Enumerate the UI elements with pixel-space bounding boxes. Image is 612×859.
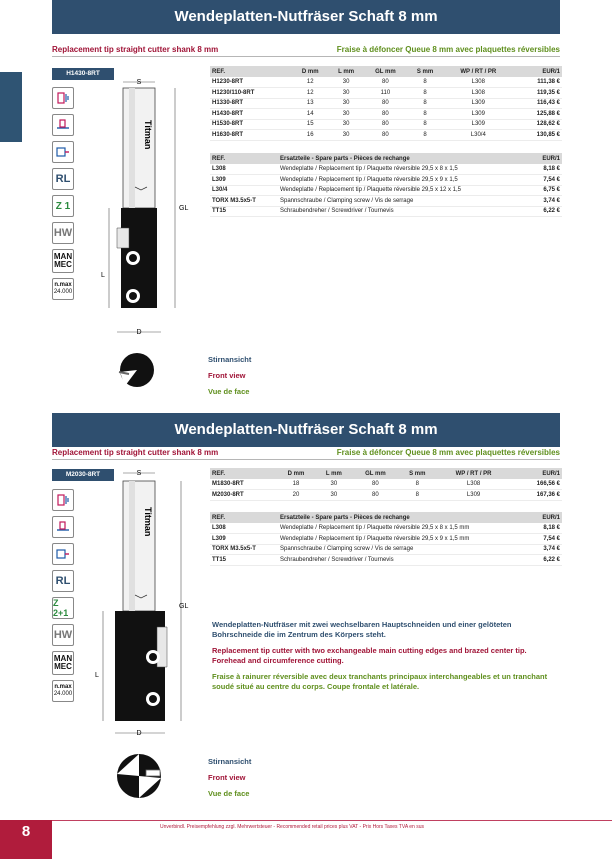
table-cell: 8 <box>398 479 436 490</box>
table-row <box>210 523 562 534</box>
table-cell: 80 <box>352 490 398 501</box>
table-cell: 116,43 € <box>514 98 562 109</box>
col-parts: Ersatzteile - Spare parts - Pièces de rechange <box>278 512 533 523</box>
front-view-fr: Vue de face <box>208 789 250 798</box>
section2-subtitle <box>52 446 560 460</box>
dim-gl: GL <box>179 603 189 610</box>
table-cell: H1430-8RT <box>210 109 292 120</box>
table-cell: 128,62 € <box>514 119 562 130</box>
table-cell: 15 <box>292 119 329 130</box>
man-label: MAN <box>53 251 73 261</box>
brand-logo-1: Titman <box>143 120 153 150</box>
table-cell: 30 <box>329 130 364 141</box>
nmax-label: n.max <box>54 282 72 288</box>
dim-l: L <box>101 272 105 279</box>
nmax-label: n.max <box>54 684 72 690</box>
section1-parts-table <box>210 153 562 217</box>
col-gl: GL mm <box>352 468 398 479</box>
table-cell: TT15 <box>210 555 278 566</box>
table-cell: 6,75 € <box>532 185 562 196</box>
table-row <box>210 196 562 207</box>
table-cell: 16 <box>292 130 329 141</box>
table-cell: 12 <box>292 77 329 88</box>
table-cell: H1530-8RT <box>210 119 292 130</box>
table-row <box>210 534 562 545</box>
front-view-de: Stirnansicht <box>208 757 252 766</box>
front-view-de: Stirnansicht <box>208 355 252 364</box>
plunge-cut-icon <box>52 114 74 136</box>
chapter-edge-tab <box>0 72 22 142</box>
footer-divider <box>0 820 612 821</box>
table-cell: 8,18 € <box>532 164 562 175</box>
clamp-icon <box>52 489 74 511</box>
section2-cutter-drawing <box>95 467 195 742</box>
table-cell: 18 <box>277 479 316 490</box>
table-header-row <box>210 468 562 479</box>
table-row <box>210 98 562 109</box>
side-cut-icon <box>52 543 74 565</box>
table-cell: H1630-8RT <box>210 130 292 141</box>
col-d: D mm <box>277 468 316 479</box>
front-view-fr: Vue de face <box>208 387 250 396</box>
table-cell: TORX M3.5x5-T <box>210 196 278 207</box>
man-label: MAN <box>53 653 73 663</box>
table-cell: 30 <box>329 77 364 88</box>
table-cell: 80 <box>352 479 398 490</box>
table-cell: H1230/110-8RT <box>210 88 292 99</box>
section1-icon-column <box>52 87 74 305</box>
table-cell: Wendeplatte / Replacement tip / Plaquette réversible 29,5 x 9 x 1,5 <box>278 175 532 186</box>
table-cell: Wendeplatte / Replacement tip / Plaquette réversible 29,5 x 8 x 1,5 mm <box>278 523 533 534</box>
side-cut-icon <box>52 141 74 163</box>
table-cell: 110 <box>364 88 407 99</box>
material-badge: HW <box>52 624 74 646</box>
table-cell: 3,74 € <box>533 544 562 555</box>
table-cell: 8,18 € <box>533 523 562 534</box>
col-s: S mm <box>398 468 436 479</box>
max-speed-badge <box>52 680 74 702</box>
table-cell: 80 <box>364 98 407 109</box>
table-cell: 8 <box>407 88 443 99</box>
table-cell: Wendeplatte / Replacement tip / Plaquette réversible 29,5 x 8 x 1,5 <box>278 164 532 175</box>
footer-note: Unverbindl. Preisempfehlung zzgl. Mehrwertsteuer - Recommended retail prices plus VAT - Prix Hors Taxes TVA en sus <box>160 824 424 830</box>
teeth-badge: Z 2+1 <box>52 597 74 619</box>
table-cell: L30/4 <box>210 185 278 196</box>
table-cell: 125,88 € <box>514 109 562 120</box>
table-cell: Wendeplatte / Replacement tip / Plaquette réversible 29,5 x 9 x 1,5 mm <box>278 534 533 545</box>
table-row <box>210 490 562 501</box>
front-view-en: Front view <box>208 773 246 782</box>
table-cell: M1830-8RT <box>210 479 277 490</box>
table-cell: L309 <box>436 490 511 501</box>
table-cell: Wendeplatte / Replacement tip / Plaquette réversible 29,5 x 12 x 1,5 <box>278 185 532 196</box>
table-cell: L308 <box>436 479 511 490</box>
table-row <box>210 130 562 141</box>
man-mec-badge <box>52 651 74 675</box>
description-de: Wendeplatten-Nutfräser mit zwei wechselbaren Hauptschneiden und einer gelöteten Bohrschneide die im Zentrum des Körpers steht. <box>212 620 512 639</box>
table-row <box>210 119 562 130</box>
table-header-row <box>210 153 562 164</box>
material-badge: HW <box>52 222 74 244</box>
table-cell: 80 <box>364 109 407 120</box>
table-cell: L308 <box>210 523 278 534</box>
table-cell: L309 <box>443 98 514 109</box>
col-wp: WP / RT / PR <box>443 66 514 77</box>
table-cell: Schraubendreher / Screwdriver / Tournevis <box>278 555 533 566</box>
table-cell: 30 <box>315 479 352 490</box>
nmax-value: 24.000 <box>53 691 73 697</box>
table-cell: TT15 <box>210 206 278 217</box>
dim-d: D <box>136 329 142 336</box>
table-row <box>210 77 562 88</box>
col-ref: REF. <box>210 468 277 479</box>
table-cell: 30 <box>329 98 364 109</box>
section1-subtitle <box>52 43 560 57</box>
section1-product-table <box>210 66 562 141</box>
col-s: S mm <box>407 66 443 77</box>
col-d: D mm <box>292 66 329 77</box>
col-wp: WP / RT / PR <box>436 468 511 479</box>
table-cell: L309 <box>210 175 278 186</box>
dim-gl: GL <box>179 205 189 212</box>
dim-s: S <box>136 79 142 86</box>
description-fr: Fraise à rainurer réversible avec deux tranchants principaux interchangeables et un tranchant soudé situé au centre du corps. Coupe frontale et latérale. <box>212 672 548 691</box>
table-cell: L308 <box>210 164 278 175</box>
table-cell: 6,22 € <box>532 206 562 217</box>
table-cell: 111,38 € <box>514 77 562 88</box>
section2-subtitle-fr: Fraise à défoncer Queue 8 mm avec plaquettes réversibles <box>336 448 560 457</box>
table-cell: 7,54 € <box>532 175 562 186</box>
dim-l: L <box>95 672 99 679</box>
table-row <box>210 544 562 555</box>
table-cell: 6,22 € <box>533 555 562 566</box>
table-cell: 8 <box>407 119 443 130</box>
table-cell: 80 <box>364 130 407 141</box>
table-cell: 20 <box>277 490 316 501</box>
col-price: EUR/1 <box>511 468 562 479</box>
table-cell: 30 <box>329 109 364 120</box>
table-cell: L309 <box>443 119 514 130</box>
table-row <box>210 175 562 186</box>
table-row <box>210 88 562 99</box>
table-cell: 119,35 € <box>514 88 562 99</box>
section1-title: Wendeplatten-Nutfräser Schaft 8 mm <box>52 0 560 34</box>
section2-model-tag: M2030-8RT <box>52 469 114 481</box>
table-cell: 80 <box>364 119 407 130</box>
col-l: L mm <box>315 468 352 479</box>
section2-product-table <box>210 468 562 501</box>
section2-front-view-drawing <box>113 752 165 800</box>
section2-icon-column <box>52 489 74 707</box>
section1-subtitle-en: Replacement tip straight cutter shank 8 mm <box>52 45 219 54</box>
table-cell: 30 <box>329 88 364 99</box>
col-ref: REF. <box>210 512 278 523</box>
front-view-en: Front view <box>208 371 246 380</box>
table-cell: L309 <box>210 534 278 545</box>
table-cell: Spannschraube / Clamping screw / Vis de serrage <box>278 544 533 555</box>
mec-label: MEC <box>54 260 72 269</box>
section1-cutter-drawing <box>95 70 195 340</box>
table-cell: 8 <box>398 490 436 501</box>
table-cell: 167,36 € <box>511 490 562 501</box>
section2-title: Wendeplatten-Nutfräser Schaft 8 mm <box>52 413 560 447</box>
table-cell: 8 <box>407 98 443 109</box>
description-en: Replacement tip cutter with two exchangeable main cutting edges and brazed center tip. Forehead and circumference cutting. <box>212 646 527 665</box>
col-ref: REF. <box>210 66 292 77</box>
dim-d: D <box>136 730 142 737</box>
rotation-badge: RL <box>52 570 74 592</box>
table-cell: 7,54 € <box>533 534 562 545</box>
section2-subtitle-en: Replacement tip straight cutter shank 8 mm <box>52 448 219 457</box>
rotation-badge: RL <box>52 168 74 190</box>
table-cell: L308 <box>443 77 514 88</box>
section2-description <box>212 620 562 698</box>
table-cell: Spannschraube / Clamping screw / Vis de serrage <box>278 196 532 207</box>
table-row <box>210 109 562 120</box>
page-number: 8 <box>0 820 52 859</box>
col-l: L mm <box>329 66 364 77</box>
table-cell: 8 <box>407 130 443 141</box>
table-row <box>210 555 562 566</box>
plunge-cut-icon <box>52 516 74 538</box>
col-price: EUR/1 <box>533 512 562 523</box>
table-cell: 30 <box>329 119 364 130</box>
table-cell: 14 <box>292 109 329 120</box>
table-row <box>210 206 562 217</box>
table-cell: 3,74 € <box>532 196 562 207</box>
table-cell: 13 <box>292 98 329 109</box>
table-cell: H1330-8RT <box>210 98 292 109</box>
nmax-value: 24.000 <box>53 289 73 295</box>
section2-front-view-labels <box>208 754 251 802</box>
table-row <box>210 185 562 196</box>
table-cell: L308 <box>443 88 514 99</box>
table-cell: H1230-8RT <box>210 77 292 88</box>
section1-front-view-drawing <box>115 350 160 390</box>
table-cell: TORX M3.5x5-T <box>210 544 278 555</box>
clamp-icon <box>52 87 74 109</box>
section2-parts-table <box>210 512 562 566</box>
section1-front-view-labels <box>208 352 251 400</box>
table-row <box>210 479 562 490</box>
table-header-row <box>210 66 562 77</box>
section1-subtitle-fr: Fraise à défoncer Queue 8 mm avec plaquettes réversibles <box>336 45 560 54</box>
man-mec-badge <box>52 249 74 273</box>
mec-label: MEC <box>54 662 72 671</box>
table-cell: 166,56 € <box>511 479 562 490</box>
col-parts: Ersatzteile - Spare parts - Pièces de rechange <box>278 153 532 164</box>
max-speed-badge <box>52 278 74 300</box>
col-price: EUR/1 <box>514 66 562 77</box>
table-cell: 130,85 € <box>514 130 562 141</box>
table-cell: 80 <box>364 77 407 88</box>
table-cell: 30 <box>315 490 352 501</box>
teeth-badge: Z 1 <box>52 195 74 217</box>
table-cell: 12 <box>292 88 329 99</box>
section1-model-tag: H1430-8RT <box>52 68 114 80</box>
dim-s: S <box>136 470 142 477</box>
table-header-row <box>210 512 562 523</box>
table-cell: 8 <box>407 77 443 88</box>
table-cell: Schraubendreher / Screwdriver / Tournevis <box>278 206 532 217</box>
table-cell: L30/4 <box>443 130 514 141</box>
table-cell: M2030-8RT <box>210 490 277 501</box>
table-cell: 8 <box>407 109 443 120</box>
col-price: EUR/1 <box>532 153 562 164</box>
col-gl: GL mm <box>364 66 407 77</box>
col-ref: REF. <box>210 153 278 164</box>
table-cell: L309 <box>443 109 514 120</box>
table-row <box>210 164 562 175</box>
brand-logo-2: Titman <box>143 507 153 537</box>
